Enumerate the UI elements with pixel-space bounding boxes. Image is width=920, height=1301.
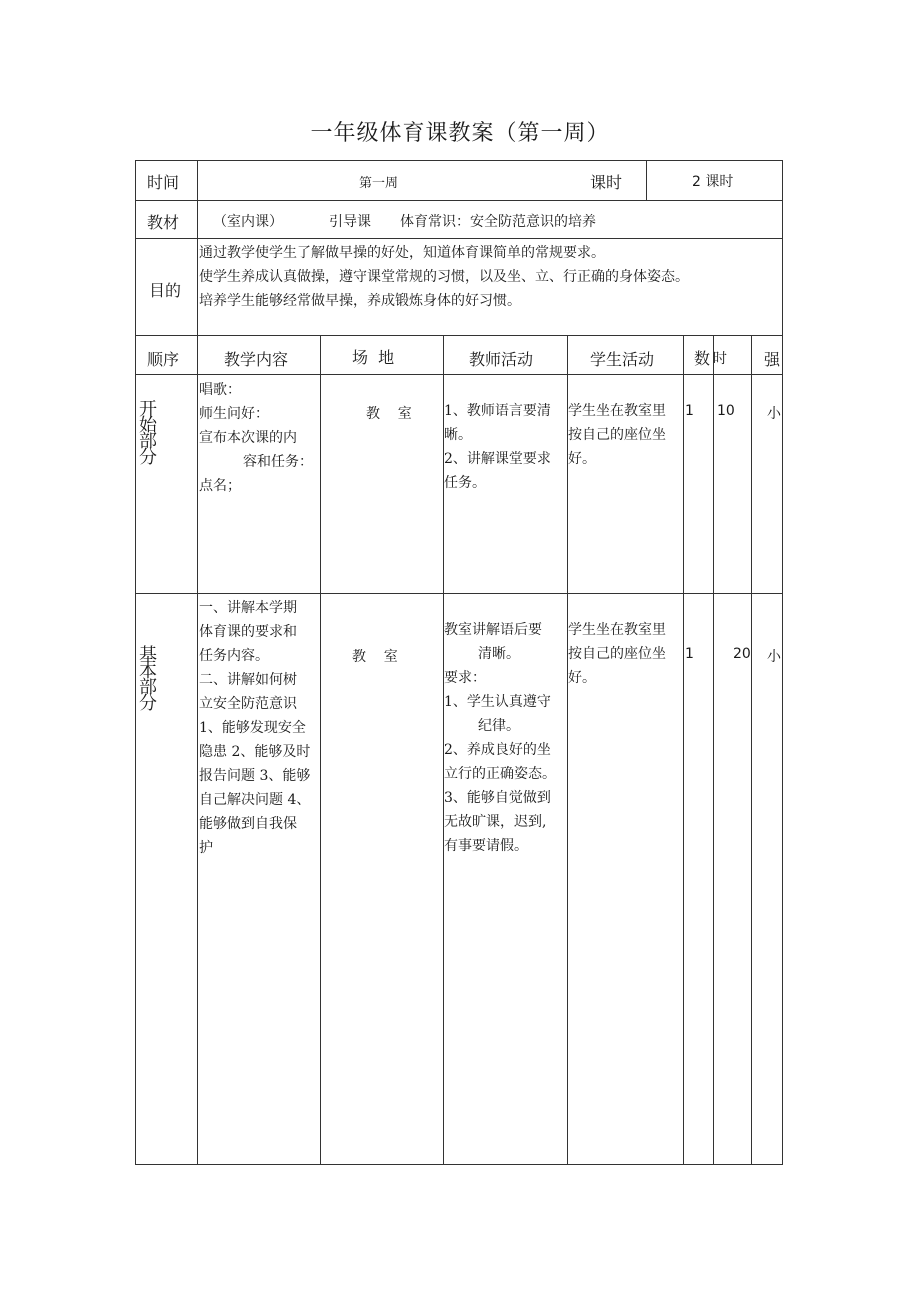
section-name-char: 基 (139, 645, 157, 666)
student-line: 好。 (568, 451, 596, 467)
content-line: 立安全防范意识 (199, 696, 297, 712)
content-line: 报告问题 3、能够 (199, 768, 311, 784)
content-line: 1、能够发现安全 (199, 720, 306, 736)
material-lesson: 引导课 (329, 214, 371, 230)
teacher-line: 任务。 (444, 475, 486, 491)
goal-text (199, 241, 689, 313)
goal-line: 使学生养成认真做操，遵守课堂常规的习惯，以及坐、立、行正确的身体姿态。 (199, 269, 689, 285)
section-basic-venue: 教 室 (352, 649, 398, 665)
section-basic-content (199, 596, 310, 860)
col-count: 数 (694, 349, 711, 368)
period-label: 课时 (590, 173, 623, 192)
teacher-line: 1、教师语言要清 (444, 403, 551, 419)
col-venue: 场 地 (352, 348, 395, 367)
student-line: 按自己的座位坐 (568, 427, 666, 443)
content-line: 一、讲解本学期 (199, 600, 297, 616)
section-basic-teacher (444, 618, 556, 858)
teacher-line: 立行的正确姿态。 (444, 766, 556, 782)
content-line: 任务内容。 (199, 648, 269, 664)
section-start-teacher (444, 399, 551, 495)
teacher-line: 教室讲解语后要 (444, 622, 542, 638)
time-value: 第一周 (359, 176, 399, 191)
section-name-char: 始 (139, 415, 157, 436)
content-line: 点名； (199, 478, 241, 494)
teacher-line: 1、学生认真遵守 (444, 694, 551, 710)
content-line: 护 (199, 840, 213, 856)
teacher-line: 无故旷课，迟到, (444, 814, 547, 830)
col-content: 教学内容 (224, 350, 289, 369)
teacher-line: 要求： (444, 670, 486, 686)
goal-line: 通过教学使学生了解做早操的好处，知道体育课简单的常规要求。 (199, 245, 605, 261)
teacher-line: 纪律。 (478, 718, 520, 734)
col-order: 顺序 (147, 350, 180, 369)
material-label: 教材 (147, 213, 180, 232)
section-name-char: 开 (139, 399, 157, 420)
material-topic: 体育常识：安全防范意识的培养 (400, 214, 596, 230)
section-name-char: 本 (139, 661, 157, 682)
content-line: 体育课的要求和 (199, 624, 297, 640)
section-basic-time: 20 (733, 646, 751, 662)
content-line: 隐患 2、能够及时 (199, 744, 311, 760)
col-teacher: 教师活动 (469, 350, 534, 369)
content-line: 师生问好： (199, 406, 269, 422)
teacher-line: 有事要请假。 (444, 838, 528, 854)
section-name-char: 分 (139, 693, 157, 714)
teacher-line: 清晰。 (478, 646, 520, 662)
section-name-char: 分 (139, 447, 157, 468)
section-start-venue: 教 室 (366, 406, 412, 422)
col-intensity: 强 (764, 350, 781, 369)
section-name-char: 部 (139, 431, 157, 452)
section-basic-label (138, 645, 158, 714)
content-line: 唱歌： (199, 382, 241, 398)
student-line: 按自己的座位坐 (568, 646, 666, 662)
teacher-line: 2、讲解课堂要求 (444, 451, 551, 467)
content-line: 能够做到自我保 (199, 816, 297, 832)
time-label: 时间 (147, 173, 180, 192)
section-basic-intensity: 小 (767, 649, 781, 665)
student-line: 学生坐在教室里 (568, 403, 666, 419)
content-line: 宣布本次课的内 (199, 430, 297, 446)
section-basic-count: 1 (685, 646, 694, 662)
content-line: 自己解决问题 4、 (199, 792, 311, 808)
goal-line: 培养学生能够经常做早操，养成锻炼身体的好习惯。 (199, 293, 521, 309)
goal-label: 目的 (149, 281, 182, 300)
student-line: 好。 (568, 670, 596, 686)
section-basic-student (568, 618, 666, 690)
section-start-label (138, 399, 158, 468)
material-type: （室内课） (213, 214, 283, 230)
section-start-count: 1 (685, 403, 694, 419)
section-start-content (199, 378, 313, 498)
student-line: 学生坐在教室里 (568, 622, 666, 638)
page-title: 一年级体育课教案（第一周） (310, 121, 610, 146)
teacher-line: 2、养成良好的坐 (444, 742, 551, 758)
section-start-intensity: 小 (767, 406, 781, 422)
col-student: 学生活动 (590, 350, 655, 369)
teacher-line: 3、能够自觉做到 (444, 790, 551, 806)
period-value: 2 课时 (692, 174, 734, 190)
teacher-line: 晰。 (444, 427, 472, 443)
content-line: 容和任务： (243, 454, 313, 470)
section-start-student (568, 399, 666, 471)
col-time: 时 (713, 351, 727, 367)
section-start-time: 10 (717, 403, 735, 419)
content-line: 二、讲解如何树 (199, 672, 297, 688)
section-name-char: 部 (139, 677, 157, 698)
